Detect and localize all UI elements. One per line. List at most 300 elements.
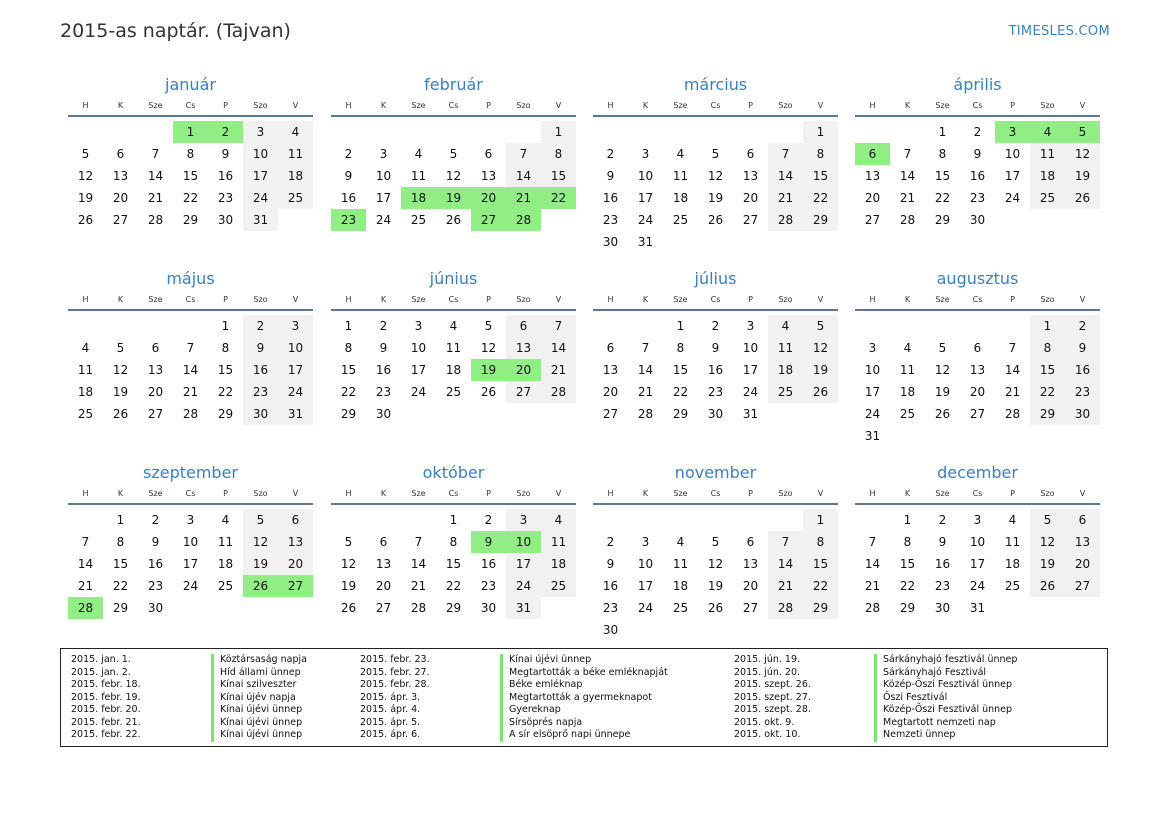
day-cell: 4 — [676, 147, 685, 161]
weekday-label: K — [904, 489, 911, 498]
day-cell: 23 — [217, 191, 234, 205]
day-cell: 15 — [340, 363, 357, 377]
day-cell: 21 — [77, 579, 94, 593]
day-cell: 13 — [112, 169, 129, 183]
weekday-label: K — [117, 295, 124, 304]
day-cell: 3 — [414, 319, 423, 333]
day-cell: 1 — [803, 121, 838, 143]
days-grid — [593, 315, 838, 451]
day-cell: 1 — [221, 319, 230, 333]
day-cell: 3 — [506, 509, 541, 531]
weekday-label: H — [345, 489, 352, 498]
weekday-label: P — [486, 101, 491, 110]
month-name: április — [953, 75, 1002, 94]
day-cell: 7 — [81, 535, 90, 549]
weekday-label: V — [1079, 295, 1086, 304]
day-cell: 4 — [1008, 513, 1017, 527]
day-cell: 29 — [1030, 403, 1065, 425]
brand-link[interactable]: TIMESLES.COM — [1008, 24, 1110, 39]
weekday-label: K — [642, 295, 649, 304]
day-cell: 3 — [973, 513, 982, 527]
month-2 — [593, 75, 838, 257]
day-cell: 6 — [506, 315, 541, 337]
holiday-day-cell: 22 — [541, 187, 576, 209]
day-cell: 27 — [602, 407, 619, 421]
weekday-label: Cs — [185, 489, 196, 498]
holiday-name: Megtartották a gyermeknapot — [500, 692, 759, 705]
holiday-entry — [734, 729, 1114, 742]
day-cell: 17 — [506, 553, 541, 575]
day-cell: 7 — [868, 535, 877, 549]
weekday-label: P — [223, 489, 228, 498]
day-cell: 2 — [151, 513, 160, 527]
day-cell: 29 — [445, 601, 462, 615]
month-name: június — [429, 269, 478, 288]
holiday-name: Megtartották a béke emléknapját — [500, 667, 759, 680]
days-grid — [593, 121, 838, 257]
weekday-label: V — [1079, 101, 1086, 110]
holiday-date: 2015. szept. 26. — [734, 679, 811, 690]
day-cell: 2 — [1065, 315, 1100, 337]
day-cell: 28 — [864, 601, 881, 615]
day-cell: 4 — [81, 341, 90, 355]
day-cell: 16 — [480, 557, 497, 571]
day-cell: 12 — [934, 363, 951, 377]
weekday-label: Szo — [1040, 295, 1055, 304]
day-cell: 17 — [182, 557, 199, 571]
day-cell: 11 — [1004, 535, 1021, 549]
day-cell: 28 — [410, 601, 427, 615]
day-cell: 17 — [864, 385, 881, 399]
day-cell: 14 — [182, 363, 199, 377]
day-cell: 14 — [768, 553, 803, 575]
holiday-date: 2015. ápr. 6. — [360, 729, 421, 740]
day-cell: 18 — [278, 165, 313, 187]
weekday-label: H — [82, 489, 89, 498]
day-cell: 27 — [112, 213, 129, 227]
holiday-day-cell: 9 — [471, 531, 506, 553]
day-cell: 22 — [803, 575, 838, 597]
day-cell: 31 — [864, 429, 881, 443]
day-cell: 7 — [414, 535, 423, 549]
day-cell: 20 — [742, 579, 759, 593]
weekday-header — [593, 99, 838, 117]
weekday-header — [855, 487, 1100, 505]
day-cell: 11 — [899, 363, 916, 377]
weekday-label: H — [607, 101, 614, 110]
day-cell: 30 — [147, 601, 164, 615]
days-grid — [331, 509, 576, 645]
day-cell: 17 — [742, 363, 759, 377]
weekday-label: K — [642, 101, 649, 110]
holiday-name: Kínai újévi ünnep — [211, 729, 470, 742]
day-cell: 17 — [969, 557, 986, 571]
holiday-date: 2015. febr. 23. — [360, 654, 430, 665]
day-cell: 2 — [606, 147, 615, 161]
days-grid — [855, 121, 1100, 257]
day-cell: 16 — [375, 363, 392, 377]
weekday-label: Sze — [148, 101, 163, 110]
day-cell: 23 — [602, 601, 619, 615]
weekday-label: Cs — [185, 101, 196, 110]
holiday-entry — [360, 717, 740, 730]
day-cell: 9 — [606, 169, 615, 183]
day-cell: 26 — [707, 601, 724, 615]
day-cell: 12 — [1030, 531, 1065, 553]
day-cell: 31 — [637, 235, 654, 249]
weekday-header — [593, 293, 838, 311]
day-cell: 15 — [182, 169, 199, 183]
day-cell: 3 — [278, 315, 313, 337]
month-name: szeptember — [142, 463, 238, 482]
weekday-label: P — [223, 295, 228, 304]
day-cell: 20 — [969, 385, 986, 399]
weekday-label: P — [1010, 489, 1015, 498]
day-cell: 26 — [803, 381, 838, 403]
day-cell: 1 — [116, 513, 125, 527]
day-cell: 3 — [746, 319, 755, 333]
day-cell: 22 — [672, 385, 689, 399]
weekday-label: Sze — [148, 489, 163, 498]
day-cell: 18 — [768, 359, 803, 381]
holiday-day-cell: 28 — [68, 597, 103, 619]
day-cell: 11 — [541, 531, 576, 553]
weekday-header — [593, 487, 838, 505]
holiday-name: Köztársaság napja — [211, 654, 470, 667]
day-cell: 24 — [278, 381, 313, 403]
day-cell: 14 — [768, 165, 803, 187]
day-cell: 2 — [973, 125, 982, 139]
day-cell: 30 — [602, 235, 619, 249]
day-cell: 28 — [541, 381, 576, 403]
month-4 — [68, 269, 313, 451]
month-11 — [855, 463, 1100, 645]
day-cell: 22 — [899, 579, 916, 593]
month-name: július — [694, 269, 737, 288]
weekday-label: K — [117, 101, 124, 110]
day-cell: 14 — [506, 165, 541, 187]
day-cell: 11 — [672, 557, 689, 571]
day-cell: 16 — [243, 359, 278, 381]
day-cell: 21 — [182, 385, 199, 399]
day-cell: 6 — [116, 147, 125, 161]
day-cell: 7 — [1008, 341, 1017, 355]
day-cell: 5 — [344, 535, 353, 549]
day-cell: 29 — [217, 407, 234, 421]
day-cell: 18 — [672, 191, 689, 205]
day-cell: 29 — [899, 601, 916, 615]
day-cell: 24 — [1004, 191, 1021, 205]
day-cell: 20 — [375, 579, 392, 593]
day-cell: 5 — [484, 319, 493, 333]
day-cell: 3 — [379, 147, 388, 161]
day-cell: 10 — [243, 143, 278, 165]
weekday-label: V — [292, 489, 299, 498]
day-cell: 29 — [803, 597, 838, 619]
holiday-name: Sárkányhajó fesztivál ünnep — [874, 654, 1133, 667]
holiday-entry — [360, 692, 740, 705]
day-cell: 12 — [77, 169, 94, 183]
day-cell: 5 — [116, 341, 125, 355]
day-cell: 23 — [480, 579, 497, 593]
month-name: február — [424, 75, 483, 94]
day-cell: 2 — [711, 319, 720, 333]
day-cell: 23 — [243, 381, 278, 403]
day-cell: 15 — [672, 363, 689, 377]
day-cell: 25 — [410, 213, 427, 227]
day-cell: 22 — [217, 385, 234, 399]
day-cell: 10 — [637, 169, 654, 183]
day-cell: 3 — [186, 513, 195, 527]
month-3 — [855, 75, 1100, 257]
day-cell: 10 — [637, 557, 654, 571]
holiday-name: Kínai újévi ünnep — [500, 654, 759, 667]
month-6 — [593, 269, 838, 451]
day-cell: 3 — [243, 121, 278, 143]
holiday-day-cell: 19 — [436, 187, 471, 209]
day-cell: 28 — [637, 407, 654, 421]
day-cell: 26 — [934, 407, 951, 421]
day-cell: 31 — [278, 403, 313, 425]
day-cell: 25 — [278, 187, 313, 209]
holiday-name: Kínai újévi ünnep — [211, 704, 470, 717]
days-grid — [68, 509, 313, 645]
day-cell: 1 — [344, 319, 353, 333]
holiday-name: Béke emléknap — [500, 679, 759, 692]
day-cell: 26 — [1065, 187, 1100, 209]
holiday-day-cell: 18 — [401, 187, 436, 209]
day-cell: 29 — [803, 209, 838, 231]
month-name: december — [937, 463, 1018, 482]
day-cell: 17 — [637, 579, 654, 593]
weekday-label: Sze — [935, 489, 950, 498]
day-cell: 25 — [1030, 187, 1065, 209]
day-cell: 19 — [803, 359, 838, 381]
holiday-day-cell: 27 — [278, 575, 313, 597]
weekday-label: P — [748, 101, 753, 110]
weekday-label: V — [817, 295, 824, 304]
holiday-day-cell: 20 — [506, 359, 541, 381]
day-cell: 24 — [243, 187, 278, 209]
day-cell: 14 — [899, 169, 916, 183]
day-cell: 21 — [1004, 385, 1021, 399]
day-cell: 26 — [707, 213, 724, 227]
day-cell: 15 — [1030, 359, 1065, 381]
day-cell: 22 — [803, 187, 838, 209]
day-cell: 28 — [147, 213, 164, 227]
day-cell: 23 — [1065, 381, 1100, 403]
day-cell: 2 — [344, 147, 353, 161]
day-cell: 4 — [541, 509, 576, 531]
day-cell: 22 — [182, 191, 199, 205]
day-cell: 16 — [340, 191, 357, 205]
month-9 — [331, 463, 576, 645]
day-cell: 9 — [344, 169, 353, 183]
holiday-name: Híd állami ünnep — [211, 667, 470, 680]
holiday-day-cell: 23 — [331, 209, 366, 231]
weekday-label: K — [380, 489, 387, 498]
day-cell: 22 — [112, 579, 129, 593]
day-cell: 18 — [672, 579, 689, 593]
day-cell: 22 — [340, 385, 357, 399]
day-cell: 16 — [934, 557, 951, 571]
holiday-entry — [360, 667, 740, 680]
day-cell: 10 — [410, 341, 427, 355]
day-cell: 2 — [484, 513, 493, 527]
day-cell: 21 — [147, 191, 164, 205]
month-name: május — [166, 269, 215, 288]
holiday-entry — [734, 692, 1114, 705]
day-cell: 27 — [864, 213, 881, 227]
day-cell: 8 — [344, 341, 353, 355]
day-cell: 15 — [934, 169, 951, 183]
holiday-name: A sír elsöprő napi ünnepe — [500, 729, 759, 742]
day-cell: 25 — [899, 407, 916, 421]
day-cell: 31 — [243, 209, 278, 231]
weekday-label: V — [292, 295, 299, 304]
holiday-date: 2015. febr. 18. — [71, 679, 141, 690]
day-cell: 23 — [602, 213, 619, 227]
day-cell: 12 — [803, 337, 838, 359]
day-cell: 17 — [243, 165, 278, 187]
weekday-label: K — [904, 295, 911, 304]
day-cell: 12 — [707, 557, 724, 571]
holiday-day-cell: 1 — [173, 121, 208, 143]
day-cell: 7 — [541, 315, 576, 337]
day-cell: 5 — [81, 147, 90, 161]
day-cell: 6 — [278, 509, 313, 531]
holiday-date: 2015. ápr. 3. — [360, 691, 421, 703]
day-cell: 22 — [934, 191, 951, 205]
day-cell: 24 — [637, 601, 654, 615]
day-cell: 3 — [641, 535, 650, 549]
day-cell: 16 — [707, 363, 724, 377]
weekday-header — [331, 487, 576, 505]
day-cell: 20 — [112, 191, 129, 205]
holiday-name: Sárkányhajó Fesztivál — [874, 667, 1133, 680]
day-cell: 17 — [410, 363, 427, 377]
weekday-label: V — [555, 489, 562, 498]
day-cell: 24 — [506, 575, 541, 597]
day-cell: 19 — [77, 191, 94, 205]
weekday-label: Sze — [148, 295, 163, 304]
holiday-day-cell: 26 — [243, 575, 278, 597]
day-cell: 15 — [445, 557, 462, 571]
day-cell: 28 — [899, 213, 916, 227]
day-cell: 15 — [803, 553, 838, 575]
days-grid — [68, 121, 313, 257]
day-cell: 18 — [217, 557, 234, 571]
day-cell: 16 — [602, 579, 619, 593]
day-cell: 1 — [903, 513, 912, 527]
weekday-label: Szo — [778, 295, 793, 304]
day-cell: 31 — [742, 407, 759, 421]
day-cell: 8 — [903, 535, 912, 549]
weekday-label: P — [748, 489, 753, 498]
weekday-label: V — [817, 101, 824, 110]
day-cell: 25 — [672, 213, 689, 227]
weekday-label: H — [345, 101, 352, 110]
day-cell: 31 — [969, 601, 986, 615]
day-cell: 20 — [278, 553, 313, 575]
day-cell: 24 — [864, 407, 881, 421]
weekday-header — [855, 293, 1100, 311]
weekday-label: Cs — [448, 489, 459, 498]
day-cell: 18 — [899, 385, 916, 399]
day-cell: 16 — [969, 169, 986, 183]
day-cell: 25 — [541, 575, 576, 597]
day-cell: 10 — [1004, 147, 1021, 161]
day-cell: 8 — [186, 147, 195, 161]
day-cell: 27 — [506, 381, 541, 403]
day-cell: 21 — [541, 359, 576, 381]
holiday-entry — [734, 667, 1114, 680]
day-cell: 1 — [938, 125, 947, 139]
weekday-label: K — [117, 489, 124, 498]
weekday-label: H — [82, 101, 89, 110]
day-cell: 21 — [899, 191, 916, 205]
weekday-label: Sze — [411, 295, 426, 304]
weekday-header — [68, 99, 313, 117]
weekday-label: Szo — [253, 295, 268, 304]
weekday-label: H — [869, 101, 876, 110]
day-cell: 11 — [217, 535, 234, 549]
weekday-label: Sze — [411, 489, 426, 498]
holiday-name: Kínai újévi ünnep — [211, 717, 470, 730]
holiday-name: Sírsöprés napja — [500, 717, 759, 730]
weekday-label: Cs — [972, 101, 983, 110]
day-cell: 6 — [484, 147, 493, 161]
day-cell: 1 — [1030, 315, 1065, 337]
day-cell: 11 — [77, 363, 94, 377]
day-cell: 26 — [445, 213, 462, 227]
day-cell: 15 — [541, 165, 576, 187]
weekday-label: Sze — [673, 101, 688, 110]
holiday-day-cell: 20 — [471, 187, 506, 209]
days-grid — [593, 509, 838, 645]
holiday-entry — [734, 704, 1114, 717]
page-title: 2015-as naptár. (Tajvan) — [60, 20, 291, 42]
weekday-label: Cs — [448, 295, 459, 304]
weekday-label: Szo — [253, 489, 268, 498]
holiday-entry — [734, 717, 1114, 730]
day-cell: 19 — [112, 385, 129, 399]
day-cell: 5 — [243, 509, 278, 531]
day-cell: 7 — [151, 147, 160, 161]
day-cell: 4 — [903, 341, 912, 355]
day-cell: 6 — [379, 535, 388, 549]
day-cell: 20 — [1065, 553, 1100, 575]
day-cell: 11 — [768, 337, 803, 359]
month-5 — [331, 269, 576, 451]
weekday-label: P — [486, 489, 491, 498]
day-cell: 11 — [1030, 143, 1065, 165]
day-cell: 20 — [864, 191, 881, 205]
weekday-label: Cs — [972, 489, 983, 498]
day-cell: 18 — [77, 385, 94, 399]
days-grid — [68, 315, 313, 451]
weekday-label: Cs — [185, 295, 196, 304]
day-cell: 27 — [742, 601, 759, 615]
day-cell: 10 — [182, 535, 199, 549]
month-7 — [855, 269, 1100, 451]
day-cell: 11 — [410, 169, 427, 183]
weekday-header — [331, 99, 576, 117]
day-cell: 13 — [278, 531, 313, 553]
holiday-day-cell: 4 — [1030, 121, 1065, 143]
day-cell: 30 — [707, 407, 724, 421]
weekday-label: V — [555, 101, 562, 110]
